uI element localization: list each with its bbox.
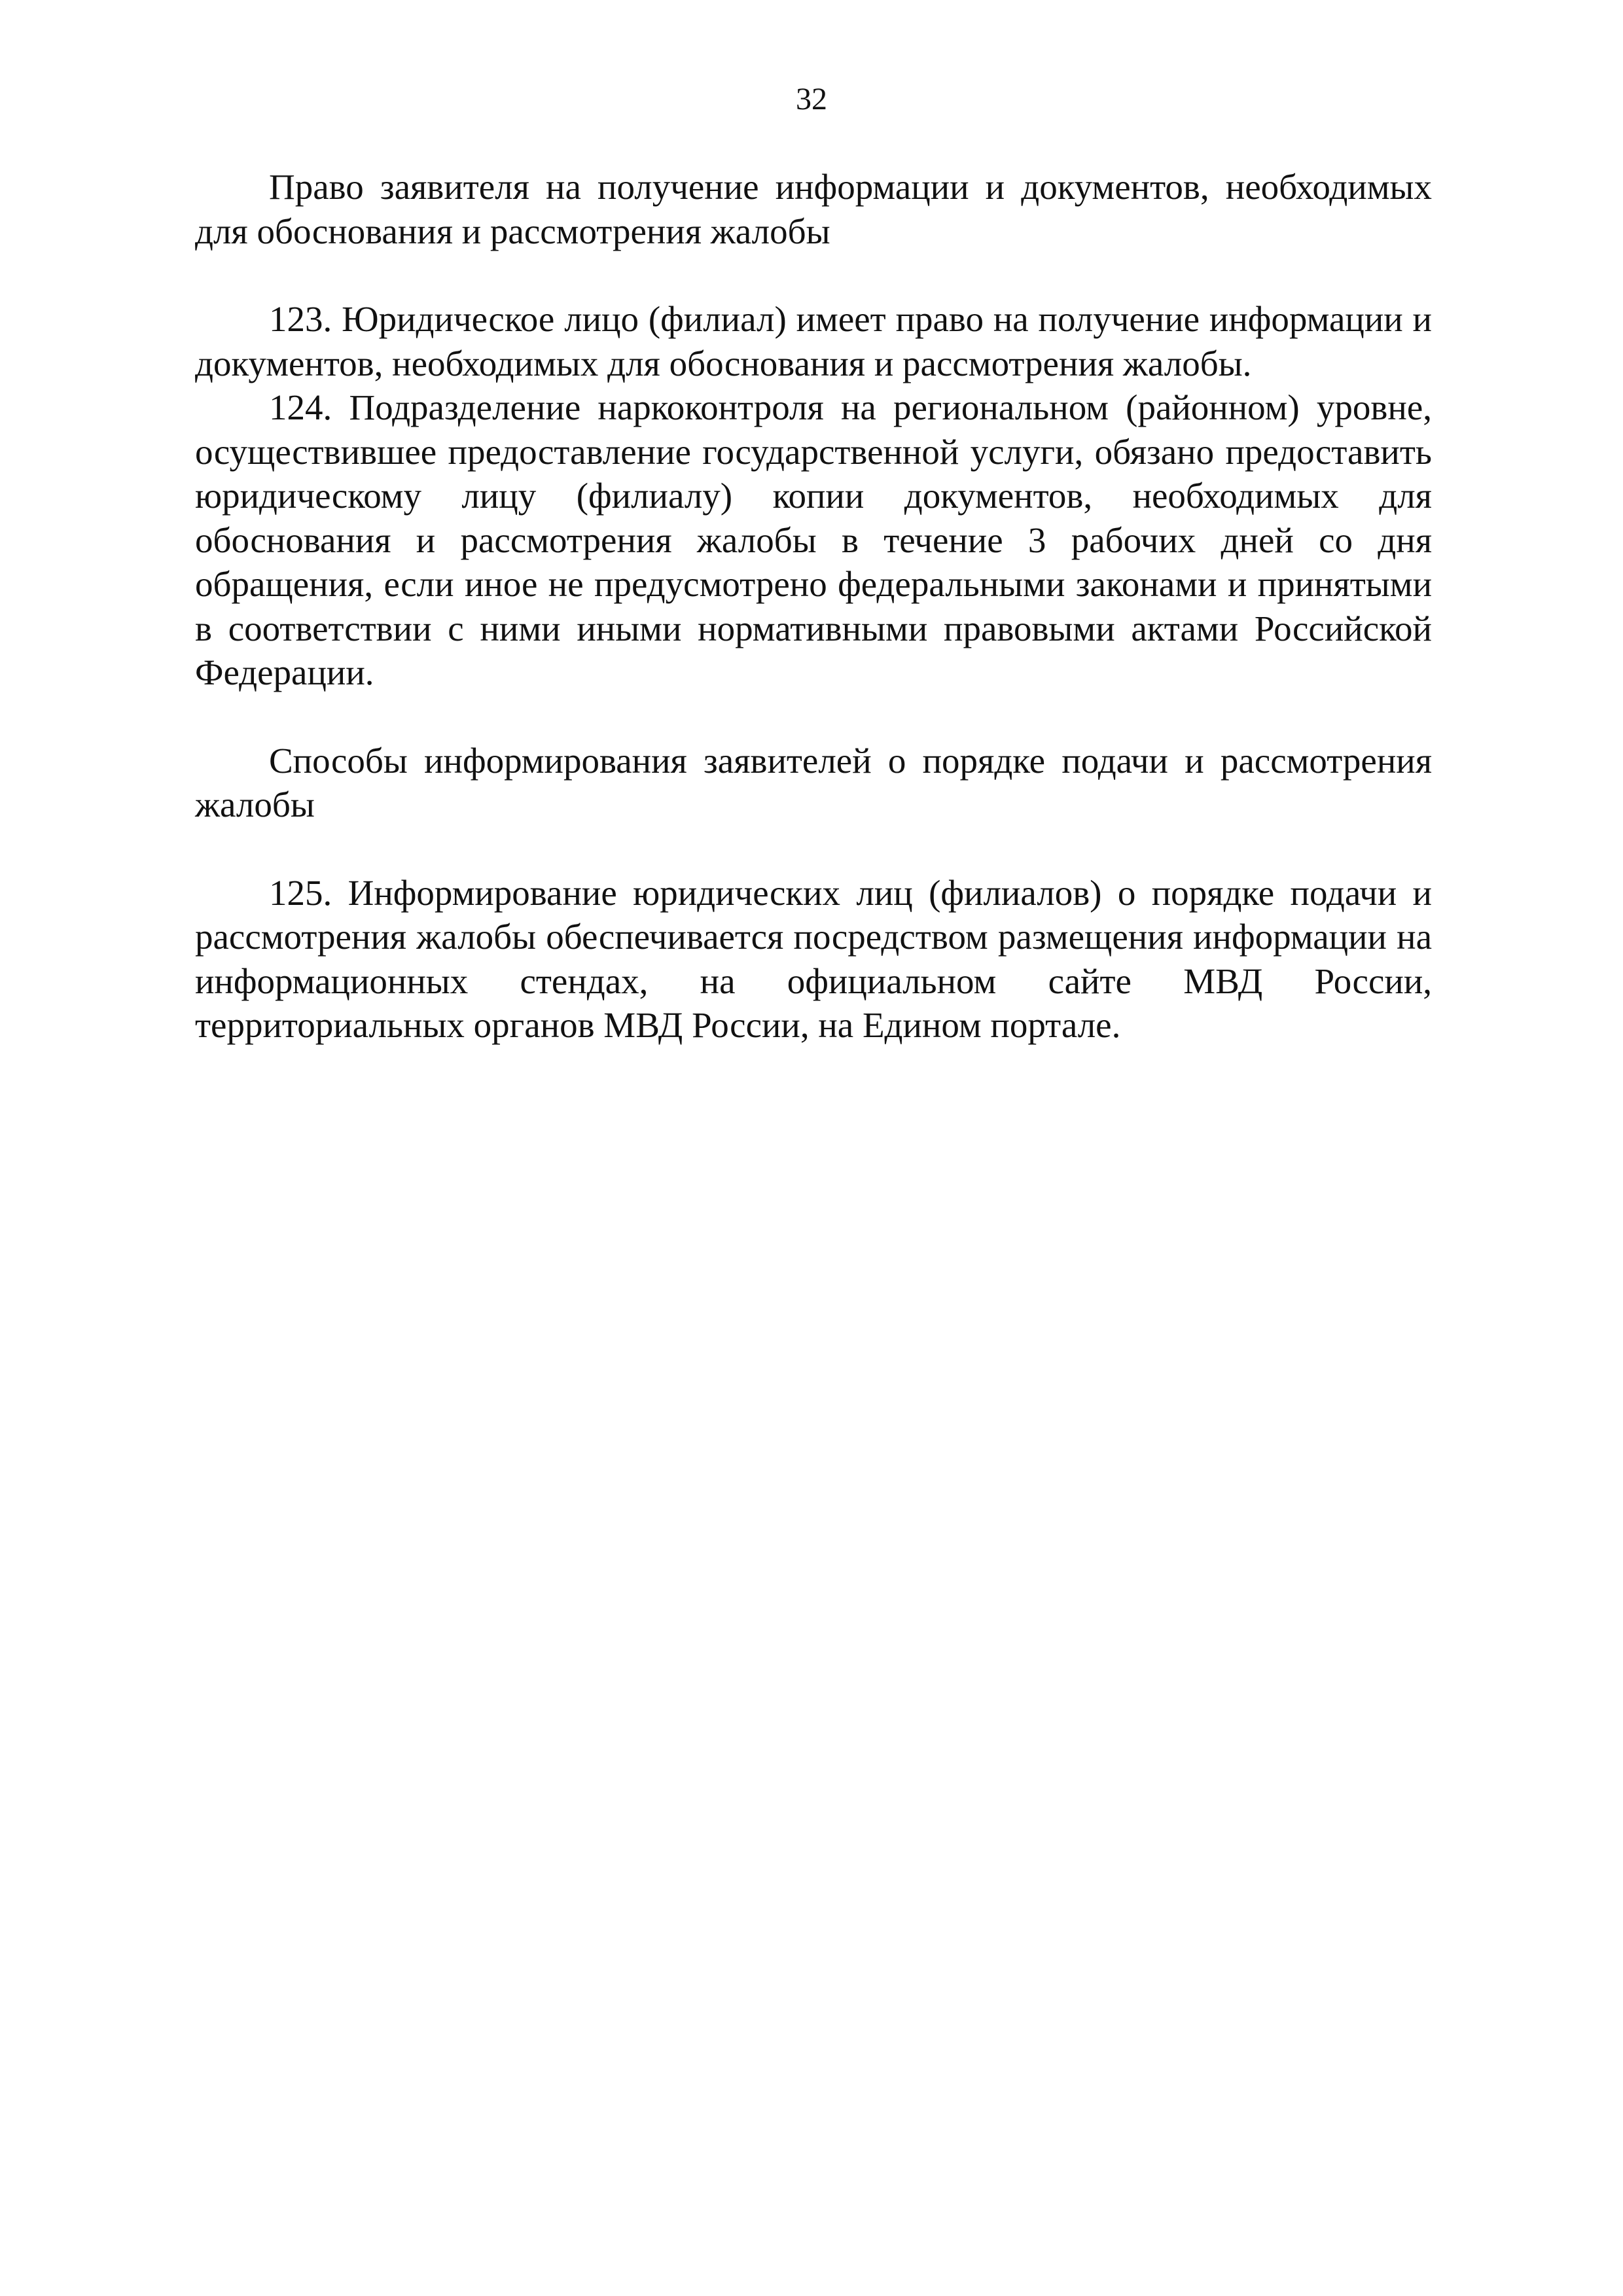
spacer (195, 827, 1432, 871)
paragraph-125: 125. Информирование юридических лиц (филиалов) о порядке подачи и рассмотрения жалобы обеспечивается посредством размещения информации на информационных стендах, на официальном сайте МВД России, территориальных органов МВД России, на Едином портале. (195, 872, 1432, 1045)
section-heading-informing-methods: Способы информирования заявителей о порядке подачи и рассмотрения жалобы (195, 740, 1432, 824)
spacer (195, 695, 1432, 739)
document-body (195, 165, 1432, 1048)
spacer (195, 253, 1432, 297)
page-number: 32 (796, 82, 827, 116)
paragraph-123: 123. Юридическое лицо (филиал) имеет право на получение информации и документов, необходимых для обоснования и рассмотрения жалобы. (195, 299, 1432, 383)
paragraph-124: 124. Подразделение наркоконтроля на региональном (районном) уровне, осуществившее предоставление государственной услуги, обязано предоставить юридическому лицу (филиалу) копии документов, необходимых для обоснования и рассмотрения жалобы в течение 3 рабочих дней со дня обращения, если иное не предусмотрено федеральными законами и принятыми в соответствии с ними иными нормативными правовыми актами Российской Федерации. (195, 387, 1432, 692)
section-heading-right-to-information: Право заявителя на получение информации и документов, необходимых для обоснования и рассмотрения жалобы (195, 167, 1432, 251)
